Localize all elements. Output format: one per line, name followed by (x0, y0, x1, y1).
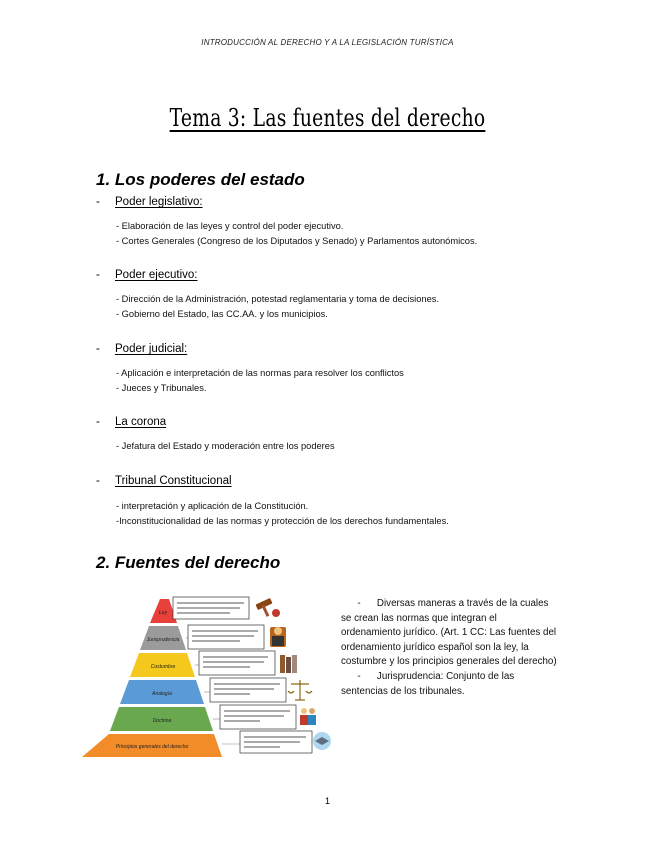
desc-line: - Gobierno del Estado, las CC.AA. y los municipios. (116, 308, 328, 319)
desc-line: - Elaboración de las leyes y control del poder ejecutivo. (116, 221, 344, 231)
bullet-poder-legislativo (96, 196, 203, 208)
people-icon (300, 708, 316, 725)
pyramid-label-ley: Ley (158, 610, 168, 616)
bullet-tribunal-constitucional (96, 475, 232, 487)
desc-line: - interpretación y aplicación de la Constitución. (116, 501, 309, 511)
gavel-icon (255, 598, 280, 617)
paragraph-line: - Diversas maneras a través de la cuales (341, 598, 549, 609)
handshake-icon (313, 732, 331, 750)
bullet-poder-judicial (96, 343, 187, 355)
desc-line: - Cortes Generales (Congreso de los Diputados y Senado) y Parlamentos autonómicos. (116, 235, 478, 246)
desc-line: - Aplicación e interpretación de las normas para resolver los conflictos (116, 368, 404, 378)
paragraph-line: ordenamiento jurídico. (Art. 1 CC: Las fuentes del (341, 627, 557, 639)
bullet-label: Poder judicial: (115, 343, 188, 355)
pyramid-label-analogia: Analogía (152, 691, 172, 697)
section-heading-poderes: 1. Los poderes del estado (96, 170, 305, 189)
bullet-dash: - (96, 416, 100, 428)
bullet-dash: - (96, 343, 100, 355)
paragraph-line: - Jurisprudencia: Conjunto de las (341, 670, 515, 682)
desc-line: -Inconstitucionalidad de las normas y protección de los derechos fundamentales. (116, 515, 449, 526)
running-header: INTRODUCCIÓN AL DERECHO Y A LA LEGISLACIÓN TURÍSTICA (201, 38, 454, 47)
desc-tribunal-constitucional (116, 499, 449, 528)
desc-line: - Jefatura del Estado y moderación entre los poderes (116, 441, 335, 451)
bullet-label: Poder legislativo: (115, 196, 203, 208)
paragraph-line: se crean las normas que integran el (341, 612, 497, 624)
judge-icon (270, 627, 286, 647)
fuentes-paragraph (341, 597, 586, 699)
desc-poder-legislativo (116, 219, 477, 248)
paragraph-line: ordenamiento jurídico español son la ley, la (341, 641, 529, 653)
desc-poder-judicial (116, 366, 404, 395)
books-icon (280, 655, 297, 673)
fuentes-pyramid-figure (80, 591, 335, 759)
pyramid-label-costumbre: Costumbre (150, 664, 176, 670)
desc-la-corona (116, 439, 335, 454)
pyramid-label-jurisprudencia: Jurisprudencia (146, 637, 180, 643)
bullet-la-corona (96, 416, 166, 428)
scales-icon (288, 680, 312, 700)
page-title: Tema 3: Las fuentes del derecho (169, 104, 486, 132)
section-heading-fuentes: 2. Fuentes del derecho (96, 553, 281, 572)
bullet-poder-ejecutivo (96, 269, 197, 281)
desc-line: - Dirección de la Administración, potestad reglamentaria y toma de decisiones. (116, 294, 439, 304)
bullet-label: La corona (115, 416, 167, 428)
pyramid-label-doctrina: Doctrina (152, 718, 172, 724)
bullet-label: Tribunal Constitucional (115, 475, 232, 487)
paragraph-line: sentencias de los tribunales. (341, 685, 465, 697)
paragraph-line: costumbre y los principios generales del derecho) (341, 656, 557, 668)
desc-line: - Jueces y Tribunales. (116, 382, 207, 393)
bullet-dash: - (96, 269, 100, 281)
pyramid-label-principios: Principios generales del derecho (115, 744, 189, 750)
bullet-label: Poder ejecutivo: (115, 269, 198, 281)
bullet-dash: - (96, 196, 100, 208)
page-number: 1 (324, 796, 330, 806)
bullet-dash: - (96, 475, 100, 487)
desc-poder-ejecutivo (116, 292, 439, 321)
